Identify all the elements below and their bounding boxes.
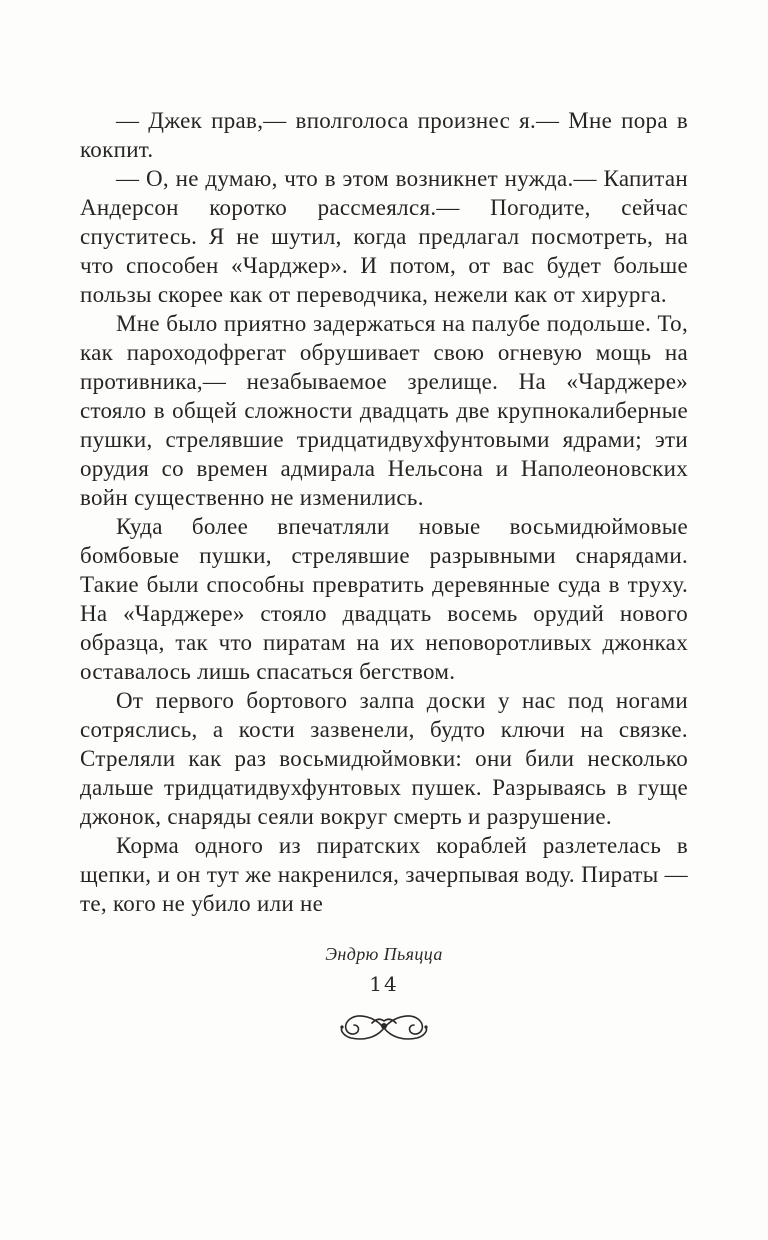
paragraph: От первого бортового залпа доски у нас под ногами сотряслись, а кости зазвенели, будто ключи на связке. Стреляли как раз восьмидюймовки: они били несколько дальше тридцатидвухфунтовых пушек. Разрываясь в гуще джонок, снаряды сеяли вокруг смерть и разрушение.: [80, 688, 688, 829]
ornament-flourish-icon: [0, 1010, 768, 1051]
paragraph: — О, не думаю, что в этом возникнет нужда.— Капитан Андерсон коротко рассмеялся.— Погодите, сейчас спуститесь. Я не шутил, когда предлагал посмотреть, на что способен «Чарджер». И потом, от вас будет больше пользы скорее как от переводчика, нежели как от хирурга.: [80, 166, 688, 307]
paragraph: Корма одного из пиратских кораблей разлетелась в щепки, и он тут же накренился, зачерпывая воду. Пираты — те, кого не убило или не: [80, 833, 688, 916]
page-number: 14: [369, 972, 399, 996]
paragraph: Куда более впечатляли новые восьмидюймовые бомбовые пушки, стрелявшие разрывными снарядами. Такие были способны превратить деревянные суда в труху. На «Чарджере» стояло двадцать восемь орудий нового образца, так что пиратам на их неповоротливых джонках оставалось лишь спасаться бегством.: [80, 514, 688, 684]
paragraph: Мне было приятно задержаться на палубе подольше. То, как пароходофрегат обрушивает свою огневую мощь на противника,— незабываемое зрелище. На «Чарджере» стояло в общей сложности двадцать две крупнокалиберные пушки, стрелявшие тридцатидвухфунтовыми ядрами; эти орудия со времен адмирала Нельсона и Наполеоновских войн существенно не изменились.: [80, 311, 688, 510]
paragraph: — Джек прав,— вполголоса произнес я.— Мне пора в кокпит.: [80, 108, 688, 162]
page-text: [80, 0, 688, 918]
page-footer: [0, 944, 768, 1051]
author-name: Эндрю Пьяцца: [325, 944, 443, 964]
